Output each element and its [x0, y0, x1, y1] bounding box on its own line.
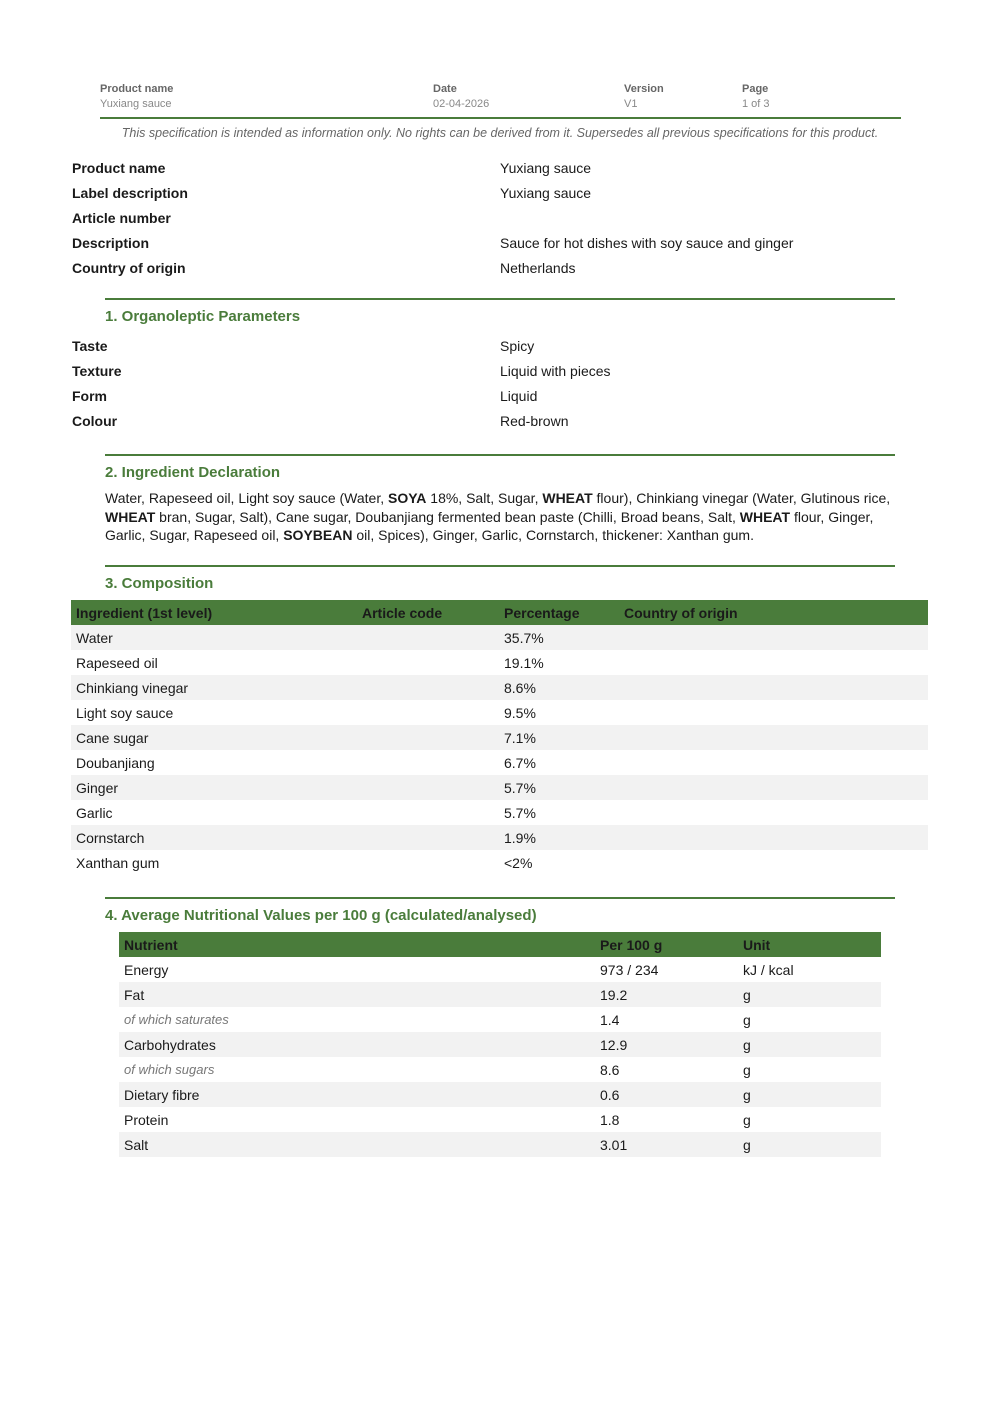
header-date [433, 82, 489, 111]
general-row [72, 209, 932, 234]
unit-cell: g [738, 1132, 881, 1157]
origin-cell [619, 675, 928, 700]
header-product-value: Yuxiang sauce [100, 98, 172, 110]
article-code-cell [357, 625, 499, 650]
header-page-label: Page [742, 83, 769, 95]
unit-cell: g [738, 1082, 881, 1107]
article-code-cell [357, 825, 499, 850]
table-row [71, 800, 928, 825]
percentage-cell: 35.7% [499, 625, 619, 650]
organoleptic-label: Form [72, 388, 107, 404]
ingredient-cell: Garlic [76, 804, 113, 821]
value-cell: 3.01 [595, 1132, 738, 1157]
table-row [71, 700, 928, 725]
general-value: Netherlands [500, 260, 576, 276]
column-header: Ingredient (1st level) [71, 600, 357, 625]
allergen-text: SOYA [388, 490, 427, 506]
ingredient-cell: Xanthan gum [76, 854, 160, 871]
article-code-cell [357, 675, 499, 700]
nutrient-cell: Carbohydrates [119, 1032, 595, 1057]
organoleptic-label: Texture [72, 363, 122, 379]
value-cell: 973 / 234 [600, 961, 659, 978]
general-value: Yuxiang sauce [500, 160, 592, 176]
table-row [119, 1082, 881, 1107]
header-page-value: 1 of 3 [742, 98, 770, 110]
percentage-cell: 7.1% [499, 725, 619, 750]
value-cell: 1.8 [600, 1111, 620, 1128]
section-title-ingredients: 2. Ingredient Declaration [105, 464, 281, 481]
section-divider [105, 454, 895, 456]
origin-cell [619, 725, 928, 750]
general-label: Article number [72, 210, 171, 226]
allergen-text: WHEAT [739, 508, 791, 525]
section-divider [105, 565, 895, 567]
table-row [71, 775, 928, 800]
header-date-label: Date [433, 83, 457, 95]
general-value: Yuxiang sauce [500, 185, 592, 201]
ingredient-cell: Cornstarch [71, 825, 357, 850]
table-header-row [71, 600, 928, 625]
header-product-label: Product name [100, 83, 174, 95]
origin-cell [619, 750, 928, 775]
table-row [71, 650, 928, 675]
table-row [119, 1132, 881, 1157]
nutrient-cell: Salt [119, 1132, 595, 1157]
organoleptic-value: Liquid with pieces [500, 363, 611, 379]
header-version [624, 82, 664, 111]
percentage-cell: 6.7% [504, 754, 536, 771]
header-product [100, 82, 173, 111]
article-code-cell [357, 700, 499, 725]
ingredient-text: flour, Ginger, Garlic, Sugar, Rapeseed oil, [105, 508, 874, 544]
nutrient-cell: of which saturates [124, 1012, 229, 1027]
disclaimer-text: This specification is intended as information only. No rights can be derived from it. Supersedes all previous specifications for this product. [121, 126, 879, 140]
general-row [72, 184, 932, 209]
organoleptic-row [72, 387, 932, 412]
unit-cell: g [743, 1061, 751, 1078]
header-date-value: 02-04-2026 [433, 98, 490, 110]
origin-cell [619, 650, 928, 675]
header-version-label: Version [624, 83, 664, 95]
ingredient-cell: Light soy sauce [76, 704, 174, 721]
value-cell: 12.9 [595, 1032, 738, 1057]
organoleptic-value: Red-brown [500, 413, 569, 429]
column-header: Per 100 g [595, 932, 738, 957]
table-row [71, 725, 928, 750]
allergen-text: WHEAT [542, 490, 593, 506]
table-row [71, 825, 928, 850]
general-row [72, 259, 932, 284]
organoleptic-label: Colour [72, 413, 118, 429]
general-label: Country of origin [72, 260, 186, 276]
table-row [71, 750, 928, 775]
origin-cell [619, 625, 928, 650]
ingredient-cell: Cane sugar [71, 725, 357, 750]
nutrient-cell: Energy [124, 961, 169, 978]
percentage-cell: 1.9% [499, 825, 619, 850]
organoleptic-value: Spicy [500, 338, 535, 354]
value-cell: 1.4 [600, 1011, 620, 1028]
value-cell: 19.2 [595, 982, 738, 1007]
nutrient-cell: Protein [124, 1111, 169, 1128]
section-title-organoleptic: 1. Organoleptic Parameters [105, 308, 301, 325]
percentage-cell: 8.6% [499, 675, 619, 700]
table-row [119, 957, 881, 982]
header-version-value: V1 [624, 98, 638, 110]
nutrient-cell: of which sugars [124, 1062, 215, 1077]
document-header [100, 82, 900, 118]
general-label: Product name [72, 160, 166, 176]
ingredient-text: 18%, Salt, Sugar, [426, 490, 543, 506]
nutrient-cell: Fat [119, 982, 595, 1007]
unit-cell: kJ / kcal [743, 961, 794, 978]
ingredient-text: flour), Chinkiang vinegar (Water, Glutinous rice, [592, 490, 891, 506]
origin-cell [619, 775, 928, 800]
origin-cell [619, 825, 928, 850]
value-cell: 0.6 [595, 1082, 738, 1107]
ingredient-text: bran, Sugar, Salt), Cane sugar, Doubanjiang fermented bean paste (Chilli, Broad beans, Salt, [155, 508, 740, 525]
section-divider [105, 897, 895, 899]
table-row [119, 982, 881, 1007]
general-row [72, 234, 932, 259]
ingredient-cell: Ginger [71, 775, 357, 800]
header-divider [100, 117, 901, 119]
table-row [119, 1032, 881, 1057]
general-label: Label description [72, 185, 188, 201]
table-row [119, 1107, 881, 1132]
ingredient-text: Water, Rapeseed oil, Light soy sauce (Water, [105, 490, 388, 506]
organoleptic-row [72, 362, 932, 387]
origin-cell [619, 800, 928, 825]
column-header: Article code [357, 600, 499, 625]
ingredient-cell: Chinkiang vinegar [71, 675, 357, 700]
article-code-cell [357, 800, 499, 825]
percentage-cell: 9.5% [504, 704, 536, 721]
ingredient-cell: Water [71, 625, 357, 650]
value-cell: 8.6 [600, 1061, 620, 1078]
column-header: Unit [738, 932, 881, 957]
percentage-cell: 5.7% [504, 804, 536, 821]
section-title-composition: 3. Composition [105, 575, 214, 592]
section-title-nutrition: 4. Average Nutritional Values per 100 g (calculated/analysed) [105, 907, 537, 924]
column-header: Country of origin [619, 600, 928, 625]
header-page [742, 82, 770, 111]
table-row [71, 850, 928, 875]
unit-cell: g [738, 982, 881, 1007]
organoleptic-label: Taste [72, 338, 108, 354]
unit-cell: g [743, 1111, 751, 1128]
column-header: Nutrient [119, 932, 595, 957]
organoleptic-row [72, 412, 932, 437]
origin-cell [619, 850, 928, 875]
percentage-cell: <2% [504, 854, 533, 871]
ingredient-cell: Rapeseed oil [76, 654, 158, 671]
ingredient-text: oil, Spices), Ginger, Garlic, Cornstarch, thickener: Xanthan gum. [352, 527, 754, 544]
table-row [71, 675, 928, 700]
percentage-cell: 5.7% [499, 775, 619, 800]
table-row [119, 1057, 881, 1082]
percentage-cell: 19.1% [504, 654, 544, 671]
table-header-row [119, 932, 881, 957]
general-row [72, 159, 932, 184]
unit-cell: g [738, 1032, 881, 1057]
table-row [119, 1007, 881, 1032]
section-divider [105, 298, 895, 300]
article-code-cell [357, 850, 499, 875]
organoleptic-value: Liquid [500, 388, 538, 404]
nutrition-table [119, 932, 881, 1157]
column-header: Percentage [499, 600, 619, 625]
allergen-text: SOYBEAN [283, 527, 353, 544]
ingredient-cell: Doubanjiang [76, 754, 155, 771]
general-label: Description [72, 235, 150, 251]
general-value: Sauce for hot dishes with soy sauce and ginger [500, 235, 794, 251]
nutrient-cell: Dietary fibre [119, 1082, 595, 1107]
article-code-cell [357, 650, 499, 675]
article-code-cell [357, 775, 499, 800]
unit-cell: g [743, 1011, 751, 1028]
origin-cell [619, 700, 928, 725]
article-code-cell [357, 725, 499, 750]
composition-table [71, 600, 928, 875]
organoleptic-row [72, 337, 932, 362]
article-code-cell [357, 750, 499, 775]
allergen-text: WHEAT [105, 508, 156, 525]
ingredient-declaration [105, 489, 905, 545]
table-row [71, 625, 928, 650]
